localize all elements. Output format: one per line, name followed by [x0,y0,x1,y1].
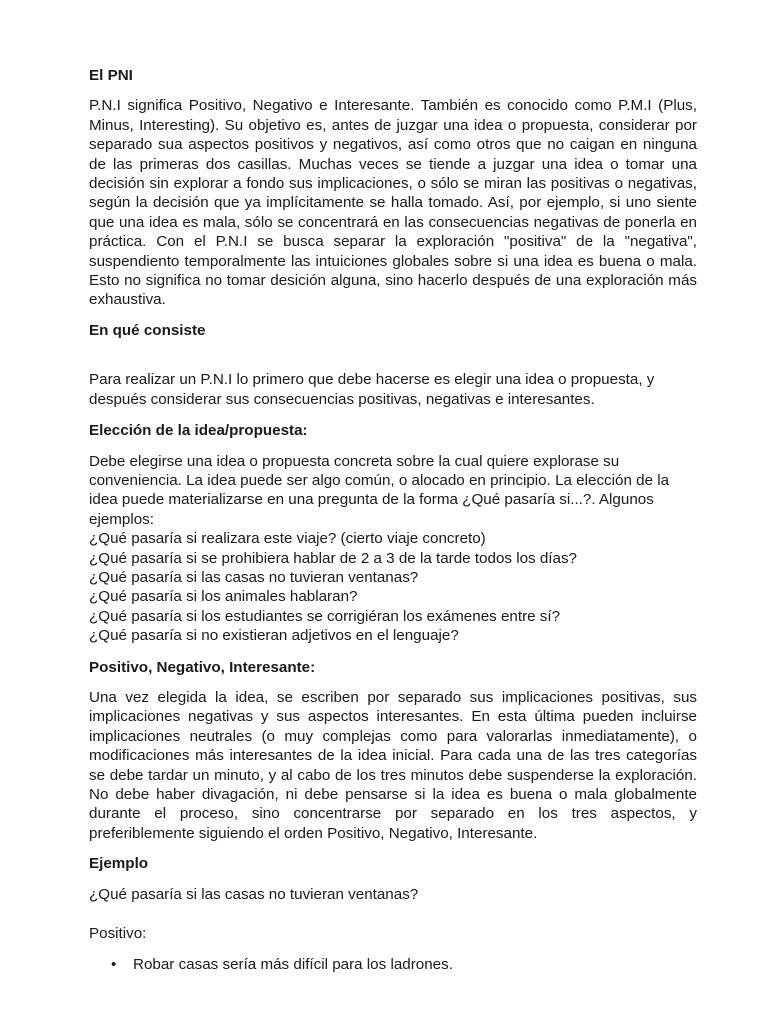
pni-paragraph: Una vez elegida la idea, se escriben por separado sus implicaciones positivas, sus implicaciones negativas y sus aspectos interesantes. En esta última pueden incluirse implicaciones neutrales (o muy complejas como para valorarlas inmediatamente), o modificaciones más interesantes de la idea inicial. Para cada una de las tres categorías se debe tardar un minuto, y al cabo de los tres minutos debe suspenderse la exploración. No debe haber divagación, ni debe pensarse si la idea es buena o mala globalmente durante el proceso, sino concentrarse por separado en los tres aspectos, y preferiblemente siguiendo el orden Positivo, Negativo, Interesante. [89,688,697,842]
positive-label: Positivo: [89,925,147,943]
list-item-text: Robar casas sería más difícil para los ladrones. [133,956,453,974]
example-line: ¿Qué pasaría si realizara este viaje? (cierto viaje concreto) [89,530,486,548]
document-title: El PNI [89,67,133,84]
bullet-icon: • [111,956,117,974]
ejemplo-question: ¿Qué pasaría si las casas no tuvieran ventanas? [89,885,419,903]
positives-list [89,955,697,974]
eleccion-paragraph: Debe elegirse una idea o propuesta concreta sobre la cual quiere explorase su conveniencia. La idea puede ser algo común, o alocado en principio. La elección de la idea puede materializarse en una pregunta de la forma ¿Qué pasaría si...?. Algunos ejemplos: [89,452,670,528]
example-line: ¿Qué pasaría si se prohibiera hablar de 2 a 3 de la tarde todos los días? [89,549,577,567]
heading-pni: Positivo, Negativo, Interesante: [89,658,316,676]
example-line: ¿Qué pasaría si los animales hablaran? [89,588,358,606]
consiste-paragraph: Para realizar un P.N.I lo primero que debe hacerse es elegir una idea o propuesta, y después considerar sus consecuencias positivas, negativas e interesantes. [89,371,655,408]
list-item [89,955,697,974]
heading-eleccion: Elección de la idea/propuesta: [89,422,308,440]
document-page [89,66,697,975]
heading-ejemplo: Ejemplo [89,855,149,873]
examples-list [89,529,697,645]
example-line: ¿Qué pasaría si los estudiantes se corrigiéran los exámenes entre sí? [89,607,561,625]
intro-paragraph: P.N.I significa Positivo, Negativo e Interesante. También es conocido como P.M.I (Plus, Minus, Interesting). Su objetivo es, antes de juzgar una idea o propuesta, considerar por separado sua aspectos positivos y negativos, así como otros que no caigan en ninguna de las primeras dos casillas. Muchas veces se tiende a juzgar una idea o tomar una decisión sin explorar a fondo sus implicaciones, o sólo se miran las positivas o negativas, según la decisión que ya implícitamente se halla tomado. Así, por ejemplo, si uno siente que una idea es mala, sólo se concentrará en las consecuencias negativas de ponerla en práctica. Con el P.N.I se busca separar la exploración "positiva" de la "negativa", suspendiento temporalmente las intuiciones globales sobre si una idea es buena o mala. Esto no significa no tomar desición alguna, sino hacerlo después de una exploración más exhaustiva. [89,97,697,309]
example-line: ¿Qué pasaría si las casas no tuvieran ventanas? [89,568,419,586]
example-line: ¿Qué pasaría si no existieran adjetivos en el lenguaje? [89,627,459,645]
heading-en-que-consiste: En qué consiste [89,321,206,339]
